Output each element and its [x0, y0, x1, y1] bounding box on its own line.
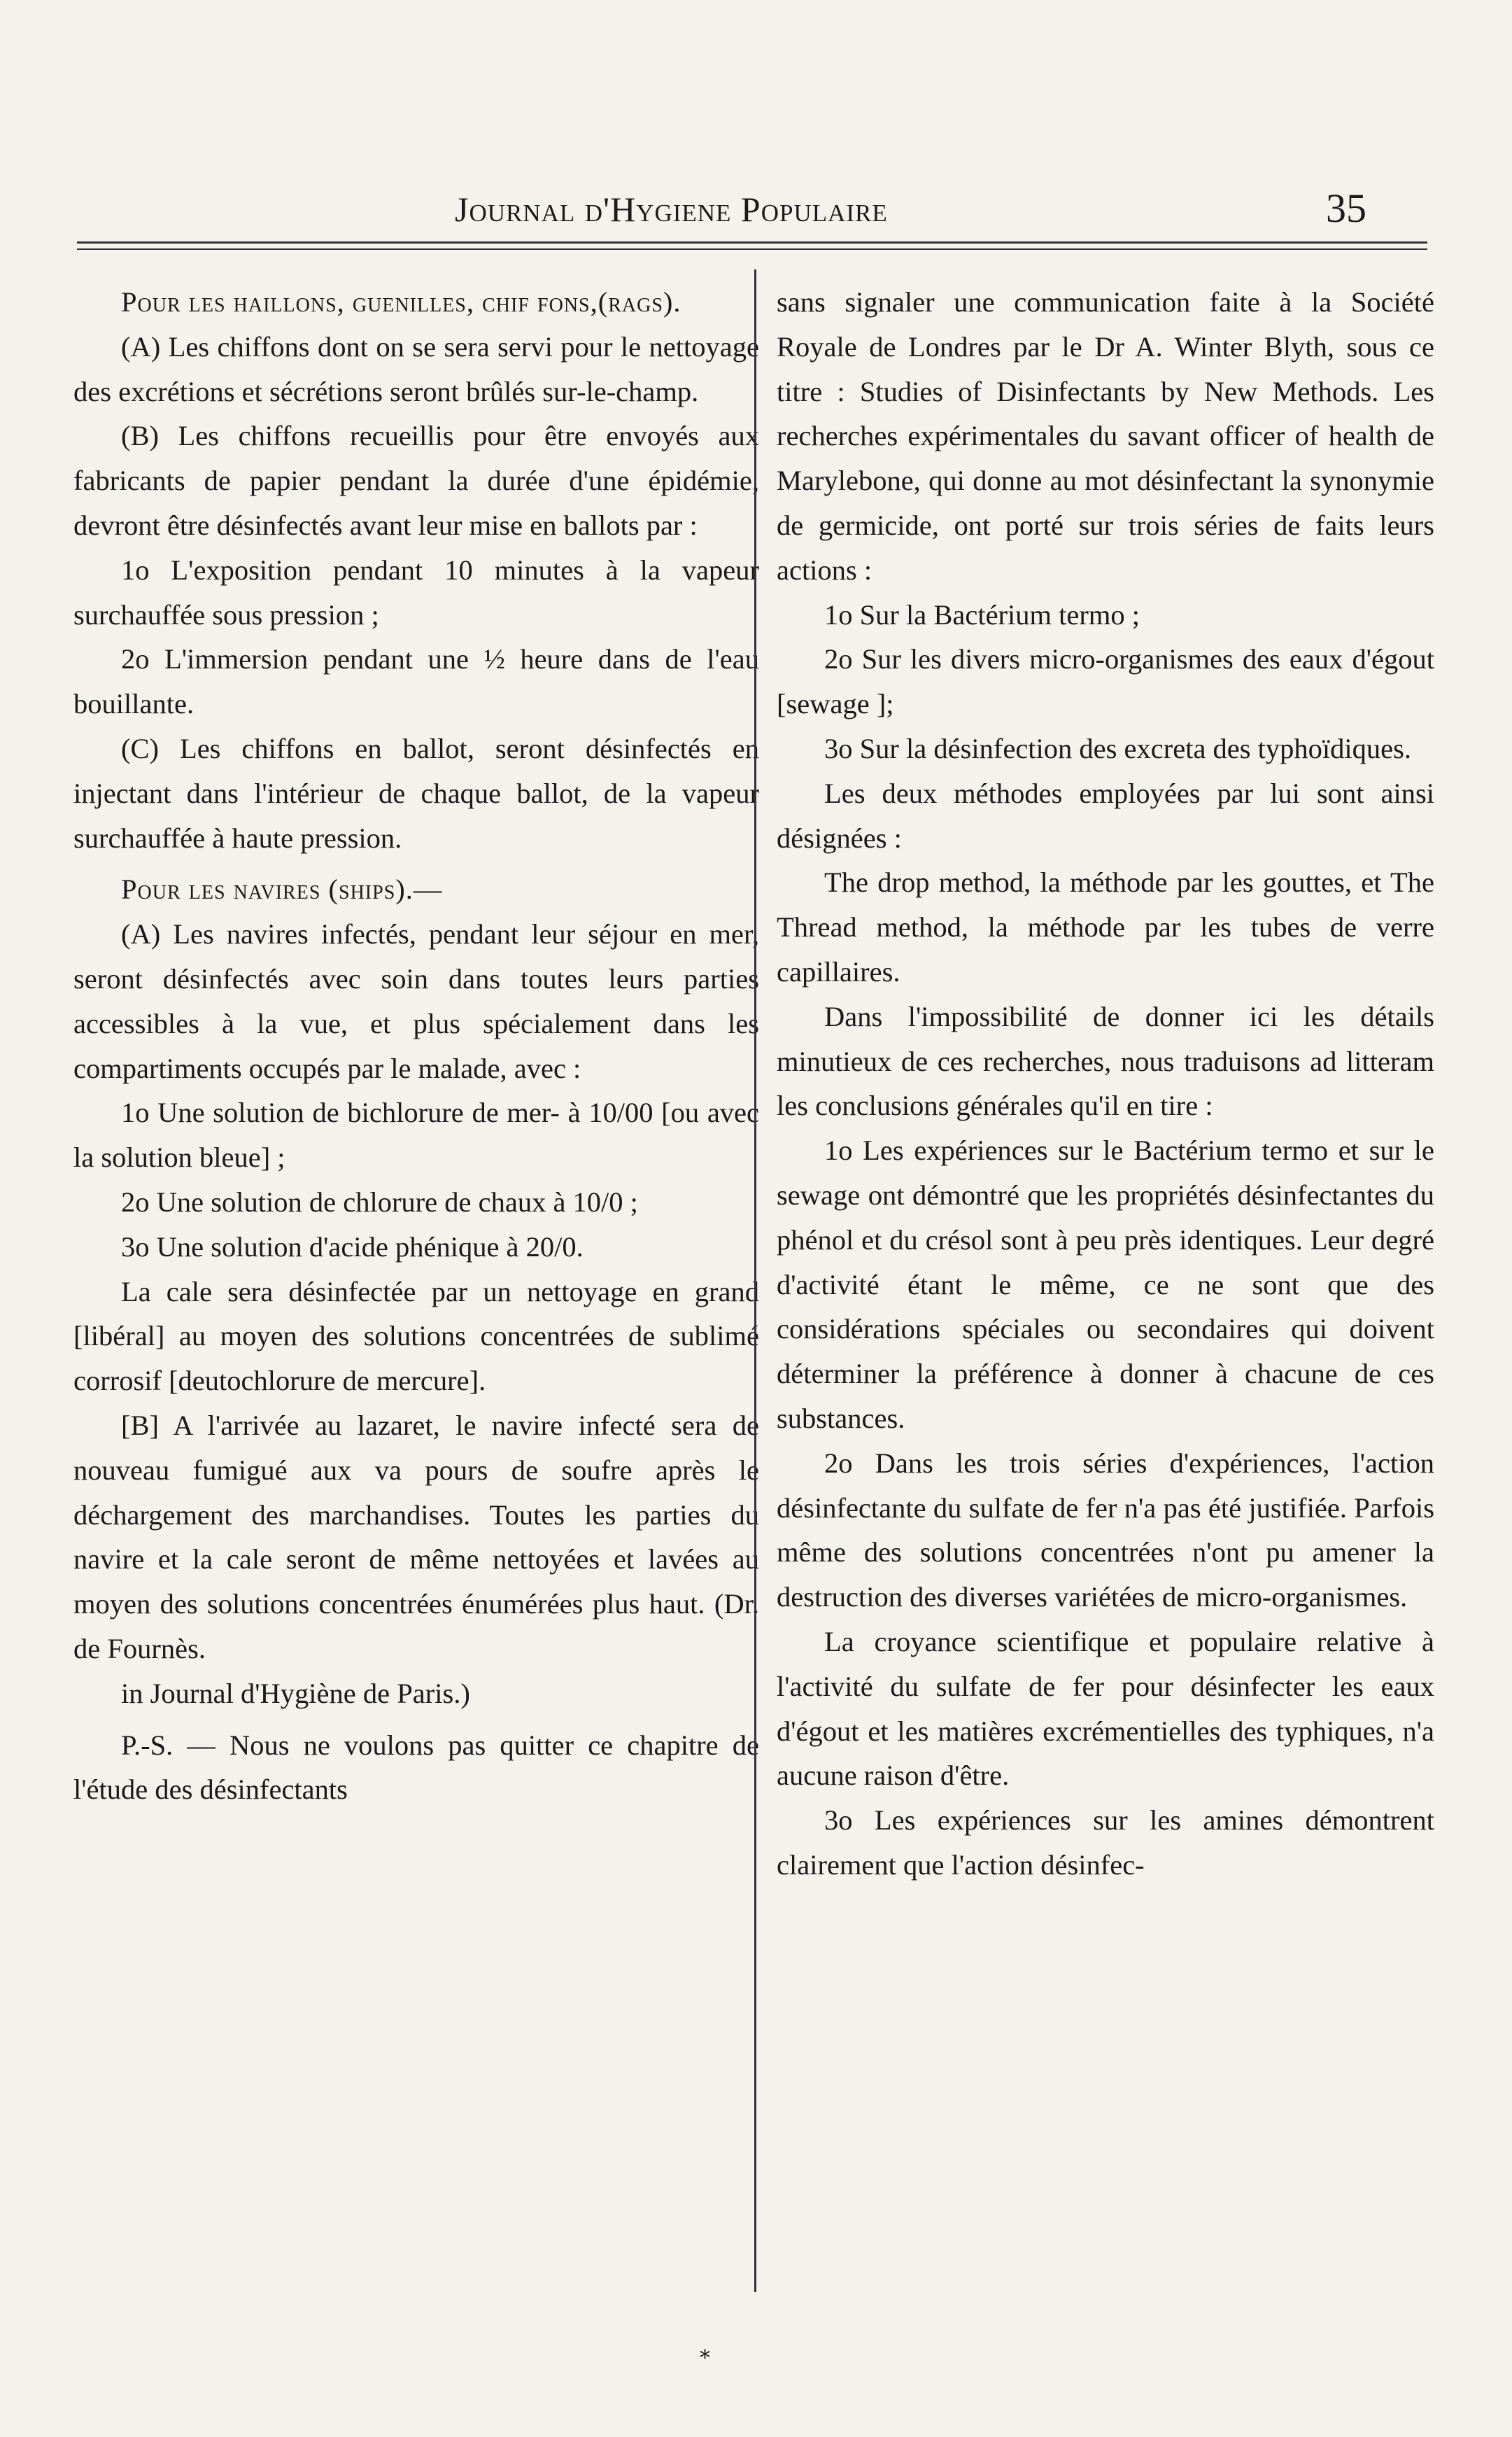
page-header: [0, 185, 1512, 245]
running-title: Journal d'Hygiene Populaire: [455, 190, 888, 229]
paragraph: (C) Les chiffons en ballot, seront désinfectés en injectant dans l'intérieur de chaque ballot, de la vapeur surchauffée à haute pression.: [73, 732, 759, 854]
paragraph: Les deux méthodes employées par lui sont ainsi désignées :: [777, 777, 1434, 854]
list-item: 1o Les expériences sur le Bactérium termo et sur le sewage ont démontré que les propriétés désinfectantes du phénol et du crésol sont à peu près identiques. Leur degré d'activité étant le même, ce ne sont que des considérations spéciales ou secondaires qui doivent déterminer la préférence à donner à chacune de ces substances.: [777, 1135, 1434, 1434]
postscript: P.-S. — Nous ne voulons pas quitter ce chapitre de l'étude des désinfectants: [73, 1729, 759, 1806]
paragraph: La croyance scientifique et populaire relative à l'activité du sulfate de fer pour désinfecter les eaux d'égout et les matières excrémentielles des typhiques, n'a aucune raison d'être.: [777, 1625, 1434, 1792]
paragraph: (A) Les navires infectés, pendant leur séjour en mer, seront désinfectés avec soin dans toutes leurs parties accessibles à la vue, et plus spécialement dans les compartiments occupés par le malade, avec :: [73, 918, 759, 1084]
paragraph: The drop method, la méthode par les gouttes, et The Thread method, la méthode par les tubes de verre capillaires.: [777, 866, 1434, 988]
bottom-mark: *: [700, 2346, 710, 2371]
paragraph: [B] A l'arrivée au lazaret, le navire infecté sera de nouveau fumigué aux va pours de soufre après le déchargement des marchandises. Toutes les parties du navire et la cale seront de même nettoyées et lavées au moyen des solutions concentrées énumérées plus haut. (Dr. de Fournès.: [73, 1409, 759, 1664]
left-column: [73, 280, 759, 2289]
paragraph: (B) Les chiffons recueillis pour être envoyés aux fabricants de papier pendant la durée d'une épidémie, devront être désinfectés avant leur mise en ballots par :: [73, 420, 759, 541]
paragraph: sans signaler une communication faite à la Société Royale de Londres par le Dr A. Winter Blyth, sous ce titre : Studies of Disinfectants by New Methods. Les recherches expérimentales du savant officer of health de Marylebone, qui donne au mot désinfectant la synonymie de germicide, ont porté sur trois séries de faits leurs actions :: [777, 286, 1434, 586]
list-item: 2o Une solution de chlorure de chaux à 10/0 ;: [121, 1186, 638, 1218]
list-item: 2o Dans les trois séries d'expériences, l'action désinfectante du sulfate de fer n'a pas été justifiée. Parfois même des solutions concentrées n'ont pu amener la destruction des diverses variétées de micro-organismes.: [777, 1447, 1434, 1613]
paragraph: (A) Les chiffons dont on se sera servi pour le nettoyage des excrétions et sécrétions seront brûlés sur-le-champ.: [73, 330, 759, 407]
column-divider: [754, 269, 756, 2292]
list-item: 2o L'immersion pendant une ½ heure dans de l'eau bouillante.: [73, 643, 759, 720]
list-item: 3o Une solution d'acide phénique à 20/0.: [121, 1230, 584, 1263]
header-rule-secondary: [77, 248, 1427, 250]
right-column: [777, 280, 1434, 2289]
list-item: 1o Sur la Bactérium termo ;: [824, 598, 1140, 631]
list-item: 3o Sur la désinfection des excreta des typhoïdiques.: [824, 732, 1412, 764]
list-item: 3o Les expériences sur les amines démontrent clairement que l'action désinfec-: [777, 1804, 1434, 1881]
list-item: 1o Une solution de bichlorure de mer- à 10/00 [ou avec la solution bleue] ;: [73, 1097, 759, 1174]
paragraph: Dans l'impossibilité de donner ici les détails minutieux de ces recherches, nous traduisons ad litteram les conclusions générales qu'il en tire :: [777, 1000, 1434, 1122]
list-item: 1o L'exposition pendant 10 minutes à la vapeur surchauffée sous pression ;: [73, 554, 759, 631]
header-rule: [77, 241, 1427, 244]
section-heading-haillons: Pour les haillons, guenilles, chif fons,(rags).: [121, 286, 681, 318]
page-number: 35: [1326, 185, 1366, 231]
list-item: 2o Sur les divers micro-organismes des eaux d'égout [sewage ];: [777, 643, 1434, 720]
citation: in Journal d'Hygiène de Paris.): [121, 1677, 470, 1709]
paragraph: La cale sera désinfectée par un nettoyage en grand [libéral] au moyen des solutions concentrées de sublimé corrosif [deutochlorure de mercure].: [73, 1275, 759, 1397]
section-heading-navires: Pour les navires (ships).—: [121, 873, 443, 906]
